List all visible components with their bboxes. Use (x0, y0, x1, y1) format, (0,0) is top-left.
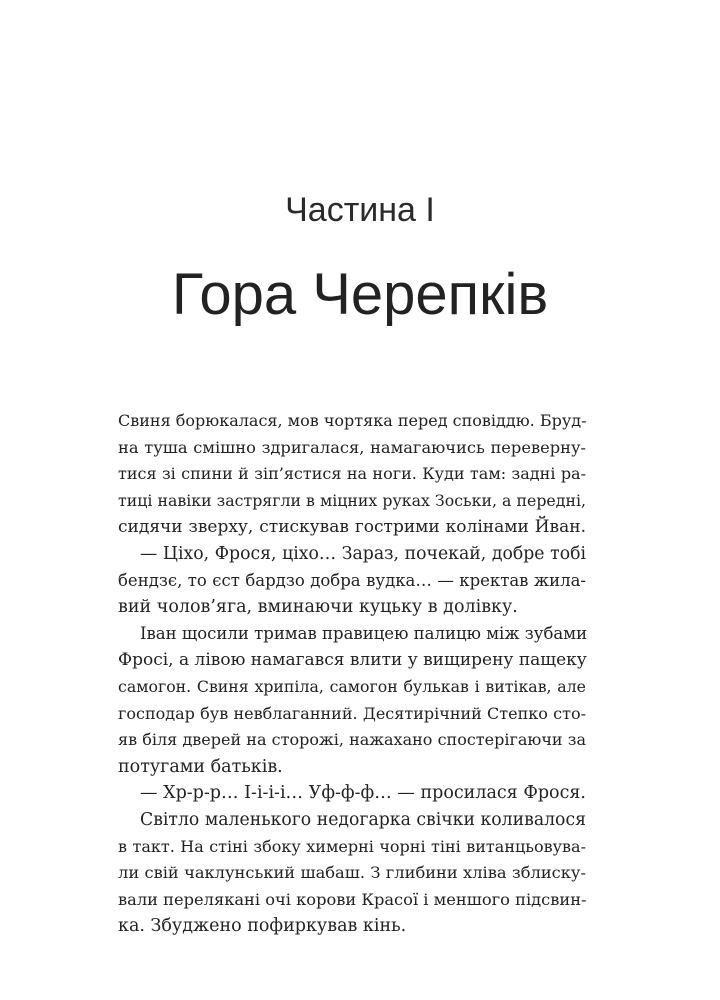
text-line: — Ціхо, Фрося, ціхо… Зараз, почекай, добре тобі (140, 543, 586, 564)
text-line: ка. Збуджено пофиркував кінь. (118, 916, 407, 937)
text-line: самогон. Свиня хрипіла, самогон булькав і витікав, але (118, 676, 586, 696)
text-line: ли свій чаклунський шабаш. З глибини хліва зблиску- (118, 863, 586, 883)
text-line: вий чолов’яга, вминаючи куцьку в долівку. (118, 597, 518, 618)
text-line: на туша смішно здригалася, намагаючись переверну- (118, 437, 586, 457)
text-line: тися зі спини й зіп’ястися на ноги. Куди там: задні ра- (118, 464, 586, 484)
text-line: — Хр-р-р… І-і-і-і… Уф-ф-ф… — просилася Фрося. (140, 783, 586, 804)
text-line: яв біля дверей на сторожі, нажахано спостерігаючи за (118, 730, 586, 750)
text-line: потугами батьків. (118, 756, 283, 777)
text-line: тиці навіки застрягли в міцних руках Зоськи, а передні, (118, 490, 586, 510)
text-line: бендзє, то єст бардзо добра вудка… — кректав жила- (118, 570, 586, 590)
text-body (118, 408, 586, 940)
text-line: вали перелякані очі корови Красої і меншого підсвин- (118, 889, 587, 909)
text-line: в такт. На стіні збоку химерні чорні тіні витанцьовува- (118, 836, 586, 856)
text-line: Іван щосили тримав правицею палицю між зубами (140, 623, 588, 643)
part-label: Частина I (285, 191, 435, 229)
text-line: сидячи зверху, стискував гострими колінами Йван. (118, 517, 586, 538)
chapter-title: Гора Черепків (171, 262, 549, 327)
text-line: Світло маленького недогарка свічки коливалося (140, 809, 586, 830)
text-line: господар був невблаганний. Десятирічний Степко сто- (118, 703, 586, 723)
text-line: Свиня борюкалася, мов чортяка перед сповіддю. Бруд- (118, 411, 587, 430)
text-line: Фросі, а лівою намагався влити у вищирену пащеку (118, 650, 587, 671)
